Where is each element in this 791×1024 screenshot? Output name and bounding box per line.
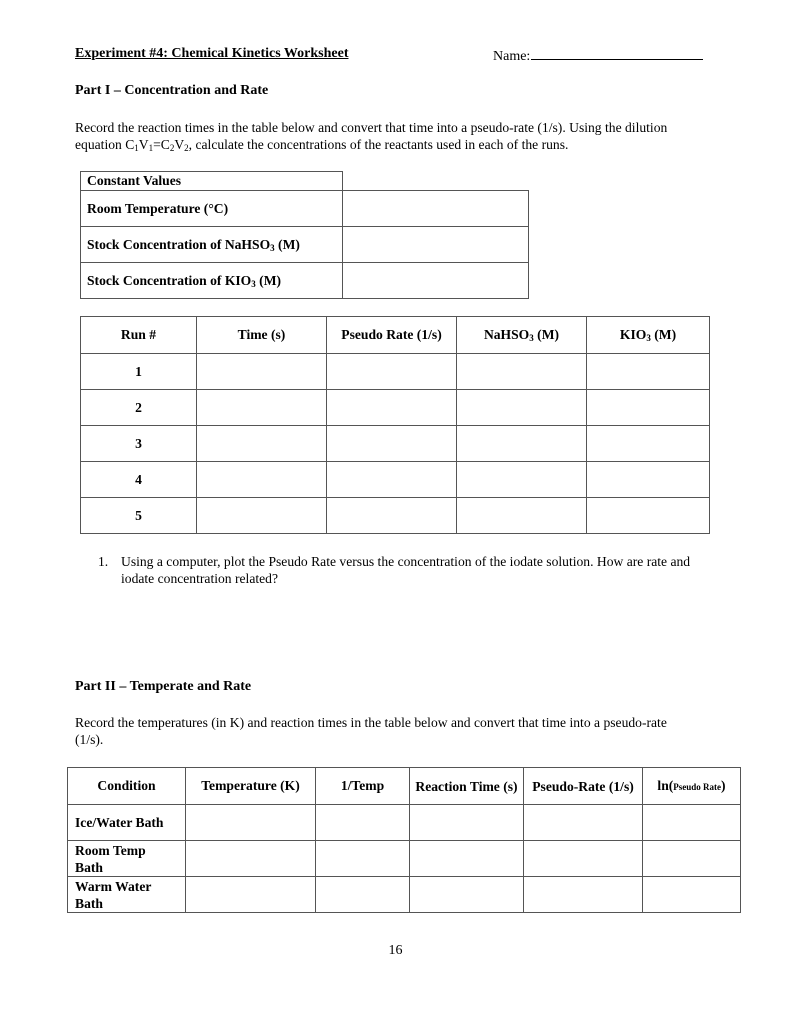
nahso3-header: NaHSO$_3$ (M)	[457, 317, 587, 354]
pseudo-rate-cell[interactable]	[327, 462, 457, 498]
run-number: 2	[81, 390, 197, 426]
table-row	[68, 805, 741, 841]
condition-label: Room Temp Bath	[68, 841, 186, 877]
kio3-cell[interactable]	[587, 426, 710, 462]
kio3-cell[interactable]	[587, 390, 710, 426]
temperature-table	[67, 767, 741, 913]
kio3-cell[interactable]	[587, 354, 710, 390]
ln-pseudo-rate-cell[interactable]	[643, 841, 741, 877]
table-row	[81, 462, 710, 498]
time-cell[interactable]	[197, 354, 327, 390]
ln-pseudo-rate-cell[interactable]	[643, 805, 741, 841]
time-cell[interactable]	[197, 390, 327, 426]
room-temperature-value-cell[interactable]	[343, 191, 529, 227]
kio3-stock-value-cell[interactable]	[343, 263, 529, 299]
nahso3-cell[interactable]	[457, 462, 587, 498]
pseudo-rate-cell[interactable]	[327, 498, 457, 534]
nahso3-cell[interactable]	[457, 390, 587, 426]
kio3-stock-label: Stock Concentration of $KIO_3$ (M)	[81, 263, 343, 299]
condition-label: Warm Water Bath	[68, 877, 186, 913]
reaction-time-cell[interactable]	[410, 841, 524, 877]
question-text: Using a computer, plot the Pseudo Rate versus the concentration of the iodate solution. How are rate and iodate concentration related?	[121, 554, 691, 586]
reaction-time-cell[interactable]	[410, 805, 524, 841]
pseudo-rate-cell[interactable]	[327, 354, 457, 390]
constant-values-table	[80, 171, 529, 299]
part2-instructions: Record the temperatures (in K) and reaction times in the table below and convert that time into a pseudo-rate (1/s).	[75, 715, 667, 747]
nahso3-stock-value-cell[interactable]	[343, 227, 529, 263]
run-number: 5	[81, 498, 197, 534]
nahso3-cell[interactable]	[457, 354, 587, 390]
run-number-header: Run #	[81, 317, 197, 354]
pseudo-rate-header: Pseudo Rate (1/s)	[327, 317, 457, 354]
pseudo-rate-cell[interactable]	[327, 390, 457, 426]
pseudo-rate-header: Pseudo-Rate (1/s)	[524, 768, 643, 805]
table-row	[81, 263, 529, 299]
name-label: Name:	[493, 49, 531, 64]
table-row	[81, 227, 529, 263]
pseudo-rate-cell[interactable]	[524, 841, 643, 877]
run-number: 1	[81, 354, 197, 390]
time-cell[interactable]	[197, 498, 327, 534]
kio3-header: $KIO_3$ (M)	[587, 317, 710, 354]
run-number: 3	[81, 426, 197, 462]
nahso3-cell[interactable]	[457, 498, 587, 534]
reaction-time-cell[interactable]	[410, 877, 524, 913]
run-number: 4	[81, 462, 197, 498]
pseudo-rate-cell[interactable]	[327, 426, 457, 462]
worksheet-title: Experiment #4: Chemical Kinetics Worksheet	[75, 46, 349, 61]
temperature-cell[interactable]	[186, 841, 316, 877]
pseudo-rate-cell[interactable]	[524, 877, 643, 913]
ln-pseudo-rate-header: ln(Pseudo Rate)	[643, 768, 741, 805]
runs-table	[80, 316, 710, 534]
nahso3-stock-label: Stock Concentration of NaHSO$_3$ (M)	[81, 227, 343, 263]
kio3-cell[interactable]	[587, 462, 710, 498]
part1-instructions: Record the reaction times in the table below and convert that time into a pseudo-rate (1/s). Using the dilution equation $C_1V_1=C_2V_2$, calculate the concentrations of the reactants used in each of the runs.	[75, 120, 668, 153]
constant-values-header: Constant Values	[81, 172, 343, 191]
temperature-cell[interactable]	[186, 877, 316, 913]
table-row	[68, 841, 741, 877]
room-temperature-label: Room Temperature (°C)	[81, 191, 343, 227]
table-row	[81, 191, 529, 227]
question-number: 1.	[98, 554, 109, 569]
name-blank-line	[531, 46, 703, 60]
name-field	[493, 46, 703, 65]
table-row	[81, 390, 710, 426]
table-row	[81, 426, 710, 462]
table-row	[81, 354, 710, 390]
table-row	[68, 877, 741, 913]
condition-label: Ice/Water Bath	[68, 805, 186, 841]
part1-heading: Part I – Concentration and Rate	[75, 83, 269, 98]
inverse-temp-cell[interactable]	[316, 805, 410, 841]
nahso3-cell[interactable]	[457, 426, 587, 462]
pseudo-rate-cell[interactable]	[524, 805, 643, 841]
temperature-cell[interactable]	[186, 805, 316, 841]
reaction-time-header: Reaction Time (s)	[410, 768, 524, 805]
time-header: Time (s)	[197, 317, 327, 354]
time-cell[interactable]	[197, 462, 327, 498]
inverse-temp-header: 1/Temp	[316, 768, 410, 805]
inverse-temp-cell[interactable]	[316, 877, 410, 913]
table-row	[81, 498, 710, 534]
condition-header: Condition	[68, 768, 186, 805]
part2-heading: Part II – Temperate and Rate	[75, 679, 252, 694]
ln-pseudo-rate-cell[interactable]	[643, 877, 741, 913]
temperature-header: Temperature (K)	[186, 768, 316, 805]
kio3-cell[interactable]	[587, 498, 710, 534]
page-number: 16	[388, 943, 403, 958]
time-cell[interactable]	[197, 426, 327, 462]
inverse-temp-cell[interactable]	[316, 841, 410, 877]
